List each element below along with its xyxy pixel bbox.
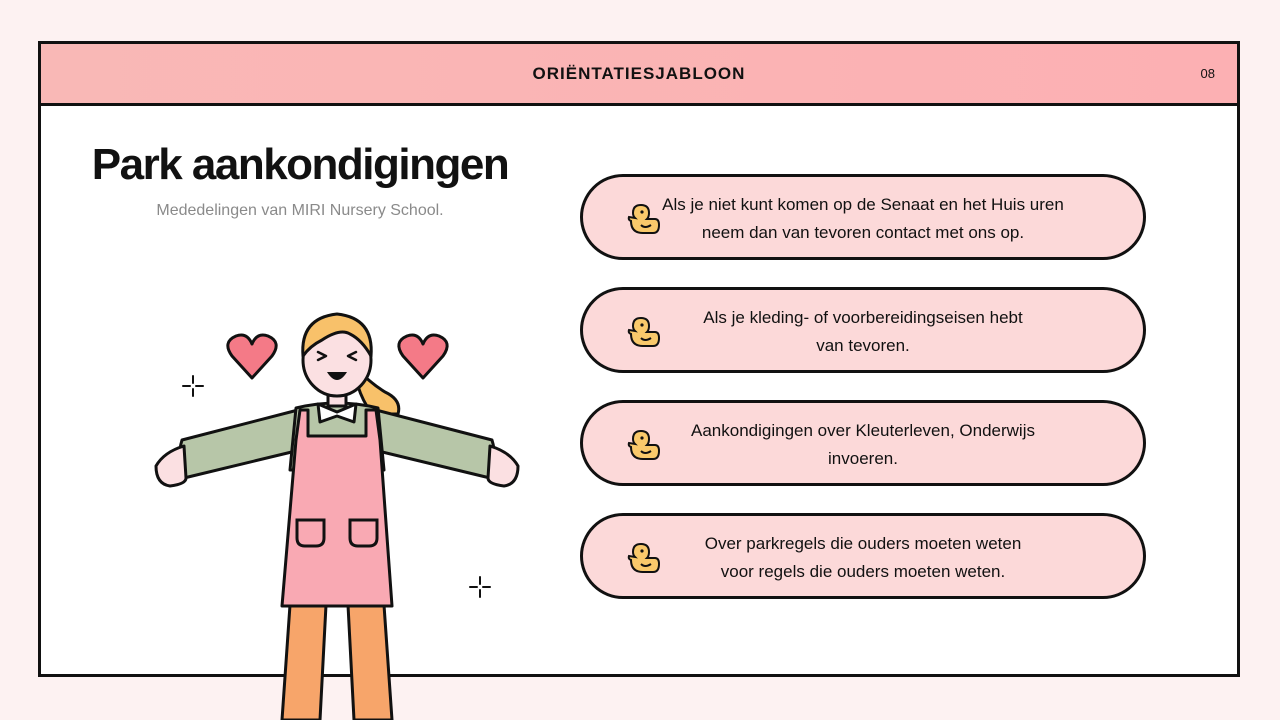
page-subtitle: Mededelingen van MIRI Nursery School. — [156, 202, 444, 219]
announcement-line: Over parkregels die ouders moeten weten — [704, 534, 1022, 553]
announcement-line: voor regels die ouders moeten weten. — [720, 562, 1006, 581]
announcement-text — [653, 530, 1073, 586]
announcement-text — [653, 304, 1073, 360]
announcement-line: invoeren. — [828, 449, 898, 468]
page-title: Park aankondigingen — [91, 140, 509, 189]
announcement-text — [653, 417, 1073, 473]
announcement-text — [653, 191, 1073, 247]
page-number: 08 — [1200, 66, 1215, 81]
announcement-line: neem dan van tevoren contact met ons op. — [701, 223, 1025, 242]
announcement-line: van tevoren. — [816, 336, 910, 355]
announcement-pill-4 — [580, 513, 1146, 599]
announcement-line: Als je kleding- of voorbereidingseisen hebt — [703, 308, 1023, 327]
announcement-pill-3 — [580, 400, 1146, 486]
announcement-pill-2 — [580, 287, 1146, 373]
header-bar — [41, 44, 1237, 106]
announcement-pill-1 — [580, 174, 1146, 260]
announcement-line: Als je niet kunt komen op de Senaat en het Huis uren — [662, 195, 1064, 214]
announcement-line: Aankondigingen over Kleuterleven, Onderwijs — [691, 421, 1035, 440]
header-title: ORIËNTATIESJABLOON — [532, 64, 746, 83]
